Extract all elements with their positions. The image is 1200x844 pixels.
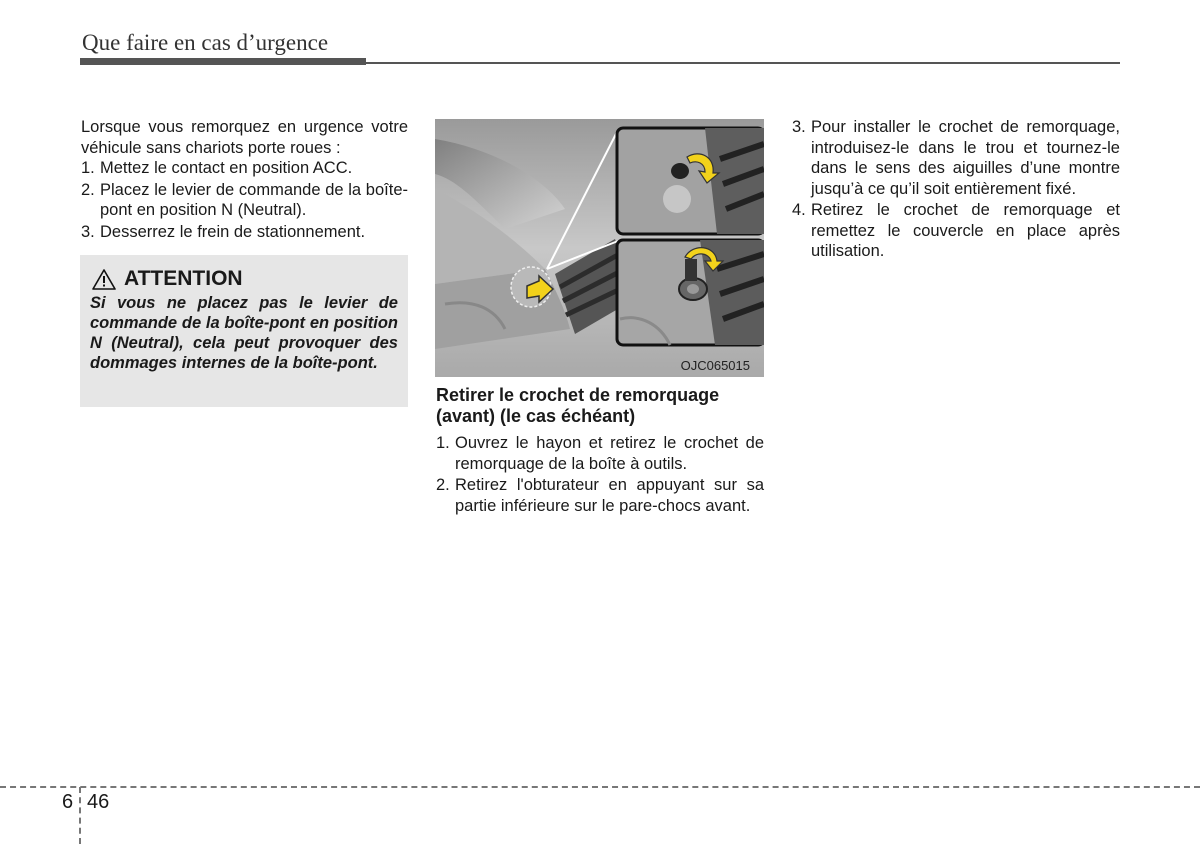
page-title: Que faire en cas d’urgence <box>82 30 329 55</box>
inset-bottom <box>617 240 764 345</box>
figure-code: OJC065015 <box>680 358 750 373</box>
warning-triangle-icon <box>92 269 116 290</box>
header-bar <box>80 58 366 65</box>
inset-top <box>617 128 764 234</box>
step-number: 3. <box>81 222 95 241</box>
step-number: 2. <box>436 476 450 494</box>
right-column <box>792 117 1120 263</box>
list-item <box>792 117 1120 199</box>
step-text: Ouvrez le hayon et retirez le crochet de remorquage de la boîte à outils. <box>455 434 764 473</box>
left-column <box>81 117 408 243</box>
step-text: Placez le levier de commande de la boîte-pont en position N (Neutral). <box>100 180 408 219</box>
list-item <box>81 222 408 243</box>
step-number: 3. <box>792 118 806 136</box>
intro-paragraph: Lorsque vous remorquez en urgence votre véhicule sans chariots porte roues : <box>81 118 408 157</box>
list-item <box>81 180 408 221</box>
step-text: Retirez le crochet de remorquage et remettez le couvercle en place après utilisation. <box>811 201 1120 260</box>
step-text: Mettez le contact en position ACC. <box>100 159 353 177</box>
list-item <box>81 158 408 179</box>
middle-steps-list <box>436 433 764 516</box>
page-number: 46 <box>87 791 110 813</box>
tow-hook-illustration <box>435 119 764 377</box>
step-number: 1. <box>436 434 450 452</box>
right-steps-list <box>792 117 1120 262</box>
list-item <box>792 200 1120 262</box>
header-rule <box>366 62 1120 64</box>
middle-column <box>436 385 764 517</box>
car-front-bumper-illustration <box>435 119 764 377</box>
step-number: 1. <box>81 159 95 177</box>
step-text: Pour installer le crochet de remorquage, introduisez-le dans le trou et tournez-le dans le sens des aiguilles d’une montre jusqu’à ce qu’il soit entièrement fixé. <box>811 118 1120 198</box>
step-text: Retirez l'obturateur en appuyant sur sa partie inférieure sur le pare-chocs avant. <box>455 476 764 515</box>
chapter-number: 6 <box>62 791 74 813</box>
attention-body: Si vous ne placez pas le levier de commande de la boîte-pont en position N (Neutral), cela peut provoquer des dommages internes de la boîte-pont. <box>90 294 398 372</box>
list-item <box>436 433 764 474</box>
footer-dashed-rule <box>0 786 1200 788</box>
attention-heading <box>92 267 243 291</box>
step-text: Desserrez le frein de stationnement. <box>100 222 366 241</box>
attention-title: ATTENTION <box>124 267 243 290</box>
step-number: 4. <box>792 201 806 219</box>
section-heading: Retirer le crochet de remorquage (avant) (le cas échéant) <box>436 385 720 426</box>
attention-box <box>80 255 408 407</box>
left-steps-list <box>81 158 408 242</box>
footer-dashed-divider <box>79 787 81 844</box>
step-number: 2. <box>81 180 95 199</box>
list-item <box>436 475 764 516</box>
